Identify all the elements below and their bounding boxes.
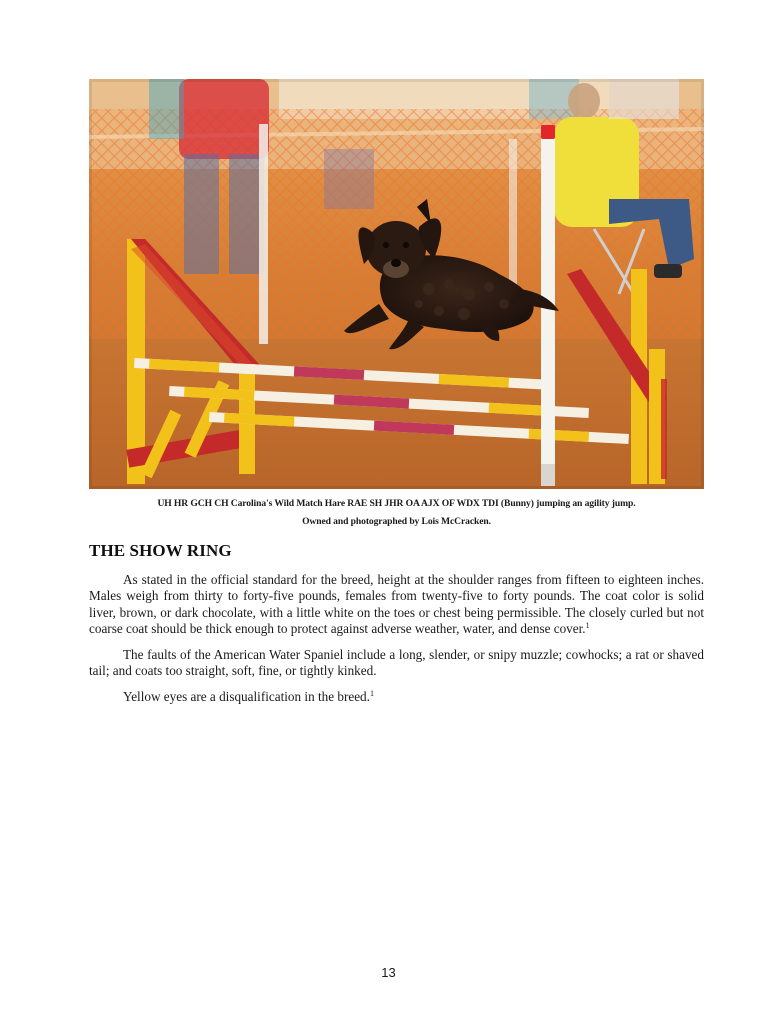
paragraph-faults: [89, 647, 704, 680]
dog-agility-photo: [89, 79, 704, 489]
paragraph-breed-standard: [89, 572, 704, 637]
photo-caption: UH HR GCH CH Carolina's Wild Match Hare RAE SH JHR OA AJX OF WDX TDI (Bunny) jumping an agility jump.: [157, 498, 636, 509]
footnote-marker: 1: [369, 689, 374, 698]
seated-person: [568, 83, 600, 119]
spectator: [179, 79, 269, 159]
photo-credit: Owned and photographed by Lois McCracken.: [302, 516, 491, 527]
paragraph-text: The faults of the American Water Spaniel include a long, slender, or snipy muzzle; cowhocks; a rat or shaved tail; and coats too straight, soft, fine, or tightly kinked.: [89, 647, 704, 679]
photo-illustration: [89, 79, 704, 489]
paragraph-disqualification: [89, 689, 704, 705]
section-heading: THE SHOW RING: [89, 541, 232, 560]
footnote-marker: 1: [585, 620, 590, 630]
page-number: 13: [381, 965, 396, 980]
paragraph-text: Yellow eyes are a disqualification in the breed.: [123, 689, 370, 704]
paragraph-text: As stated in the official standard for the breed, height at the shoulder ranges from fifteen to eighteen inches. Males weigh from thirty to forty-five pounds, females from twenty-five to forty pounds. The coat color is solid liver, brown, or dark chocolate, with a little white on the toes or chest being permissible. The closely curled but not coarse coat should be thick enough to protect against adverse weather, water, and dense cover.: [89, 572, 704, 636]
